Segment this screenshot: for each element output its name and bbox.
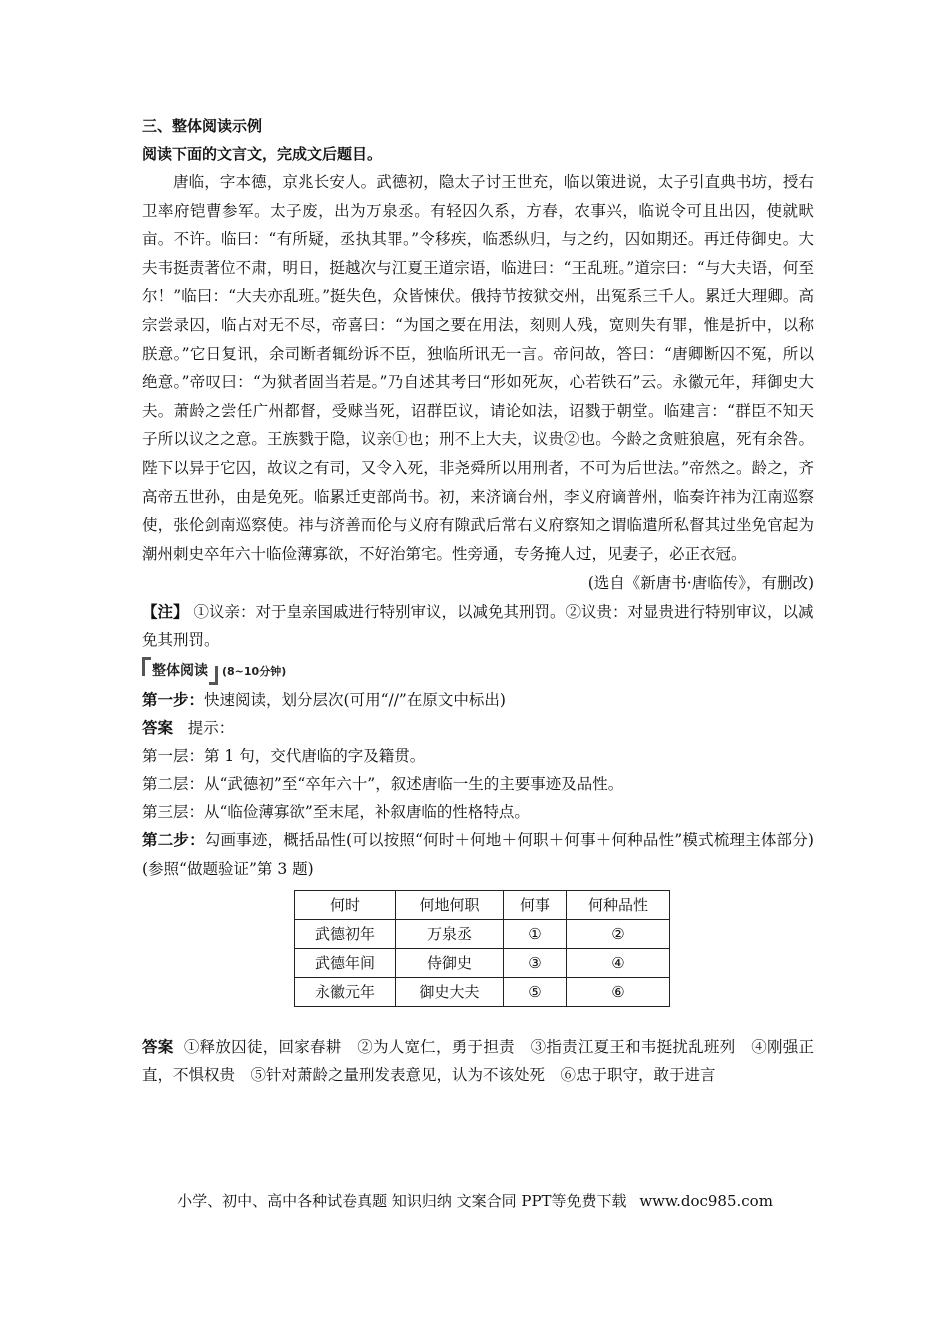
- source-citation: (选自《新唐书·唐临传》，有删改): [587, 574, 814, 593]
- table-cell: 御史大夫: [396, 977, 504, 1006]
- table-cell: ④: [567, 948, 670, 977]
- note-label: 【注】: [142, 602, 189, 622]
- table-cell: ③: [504, 948, 567, 977]
- table-header: 何种品性: [567, 890, 670, 919]
- table-header: 何地何职: [396, 890, 504, 919]
- table-header: 何事: [504, 890, 567, 919]
- table-cell: 武德年间: [295, 948, 396, 977]
- step2-label: 第二步：: [142, 830, 205, 850]
- table-cell: 万泉丞: [396, 919, 504, 948]
- footer: [0, 1190, 950, 1211]
- table-cell: 永徽元年: [295, 977, 396, 1006]
- layer-3: 第三层：从“临俭薄寡欲”至末尾，补叙唐临的性格特点。: [142, 803, 530, 822]
- table-cell: 武德初年: [295, 919, 396, 948]
- answer-2-text: ①释放囚徒，回家春耕 ②为人宽仁，勇于担责 ③指责江夏王和韦挺扰乱班列 ④刚强正直，不惧权贵 ⑤针对萧龄之量刑发表意见，认为不该处死 ⑥忠于职守，敢于进言: [142, 1037, 814, 1085]
- hint-text: 提示：: [187, 719, 235, 738]
- summary-table: [294, 890, 670, 1007]
- instruction: 阅读下面的文言文，完成文后题目。: [142, 145, 383, 163]
- answer-label-2: 答案: [142, 1036, 174, 1056]
- table-row: [295, 919, 670, 948]
- table-cell: ②: [567, 919, 670, 948]
- table-header: 何时: [295, 890, 396, 919]
- footer-left: 小学、初中、高中各种试卷真题 知识归纳 文案合同 PPT等免费下载: [177, 1192, 627, 1210]
- note-text: ①议亲：对于皇亲国戚进行特别审议，以减免其刑罚。②议贵：对显贵进行特别审议，以减免其刑罚。: [142, 603, 814, 650]
- footer-url[interactable]: www.doc985.com: [639, 1192, 773, 1210]
- summary-table-wrap: [294, 890, 814, 1007]
- table-cell: ⑤: [504, 977, 567, 1006]
- layer-1: 第一层：第 1 句，交代唐临的字及籍贯。: [142, 747, 426, 766]
- step1-label: 第一步：: [142, 690, 205, 710]
- step1: [142, 686, 814, 714]
- table-cell: ⑥: [567, 977, 670, 1006]
- step2-text: 勾画事迹，概括品性(可以按照“何时＋何地＋何职＋何事＋何种品性”模式梳理主体部分)(参照“做题验证”第 3 题): [142, 831, 814, 878]
- answer-hint: [142, 714, 814, 742]
- answer-2: [142, 1033, 814, 1090]
- step1-text: 快速阅读，划分层次(可用“//”在原文中标出): [204, 691, 506, 710]
- classical-passage: 唐临，字本德，京兆长安人。武德初，隐太子讨王世充，临以策进说，太子引直典书坊，授右卫率府铠曹参军。太子废，出为万泉丞。有轻囚久系，方春，农事兴，临说令可且出囚，使就畎亩。不许。临曰：“有所疑，丞执其罪。”令移疾，临悉纵归，与之约，囚如期还。再迁侍御史。大夫韦挺责著位不肃，明日，挺越次与江夏王道宗语，临进曰：“王乱班。”道宗曰：“与大夫语，何至尔！”临曰：“大夫亦乱班。”挺失色，众皆悚伏。俄持节按狱交州，出冤系三千人。累迁大理卿。高宗尝录囚，临占对无不尽，帝喜曰：“为国之要在用法，刻则人残，宽则失有罪，惟是折中，以称朕意。”它日复讯，余司断者辄纷诉不臣，独临所讯无一言。帝问故，答曰：“唐卿断囚不冤，所以绝意。”帝叹曰：“为狱者固当若是。”乃自述其考曰“形如死灰，心若铁石”云。永徽元年，拜御史大夫。萧龄之尝任广州都督，受赇当死，诏群臣议，请论如法，诏戮于朝堂。临建言：“群臣不知天子所以议之之意。王族戮于隐，议亲①也；刑不上大夫，议贵②也。今龄之贪赃狼扈，死有余咎。陛下以异于它囚，故议之有司，又令入死，非尧舜所以用刑者，不可为后世法。”帝然之。龄之，齐高帝五世孙，由是免死。临累迁吏部尚书。初，来济谪台州，李义府谪普州，临奏许祎为江南巡察使，张伦剑南巡察使。祎与济善而伦与义府有隙武后常右义府察知之谓临遣所私督其过坐免官起为潮州刺史卒年六十临俭薄寡欲，不好治第宅。性旁通，专务掩人过，见妻子，必正衣冠。: [142, 173, 814, 563]
- section-title: 三、整体阅读示例: [142, 117, 263, 135]
- step2: [142, 826, 814, 883]
- table-cell: 侍御史: [396, 948, 504, 977]
- footnote: [142, 598, 814, 654]
- badge-time: (8~10分钟): [222, 665, 287, 679]
- table-header-row: [295, 890, 670, 919]
- table-row: [295, 948, 670, 977]
- table-row: [295, 977, 670, 1006]
- table-cell: ①: [504, 919, 567, 948]
- section-badge: [142, 656, 814, 686]
- layer-2: 第二层：从“武德初”至“卒年六十”，叙述唐临一生的主要事迹及品性。: [142, 775, 624, 794]
- badge-title: 整体阅读: [142, 659, 214, 683]
- document-body: [142, 112, 814, 1090]
- answer-label: 答案: [142, 718, 174, 738]
